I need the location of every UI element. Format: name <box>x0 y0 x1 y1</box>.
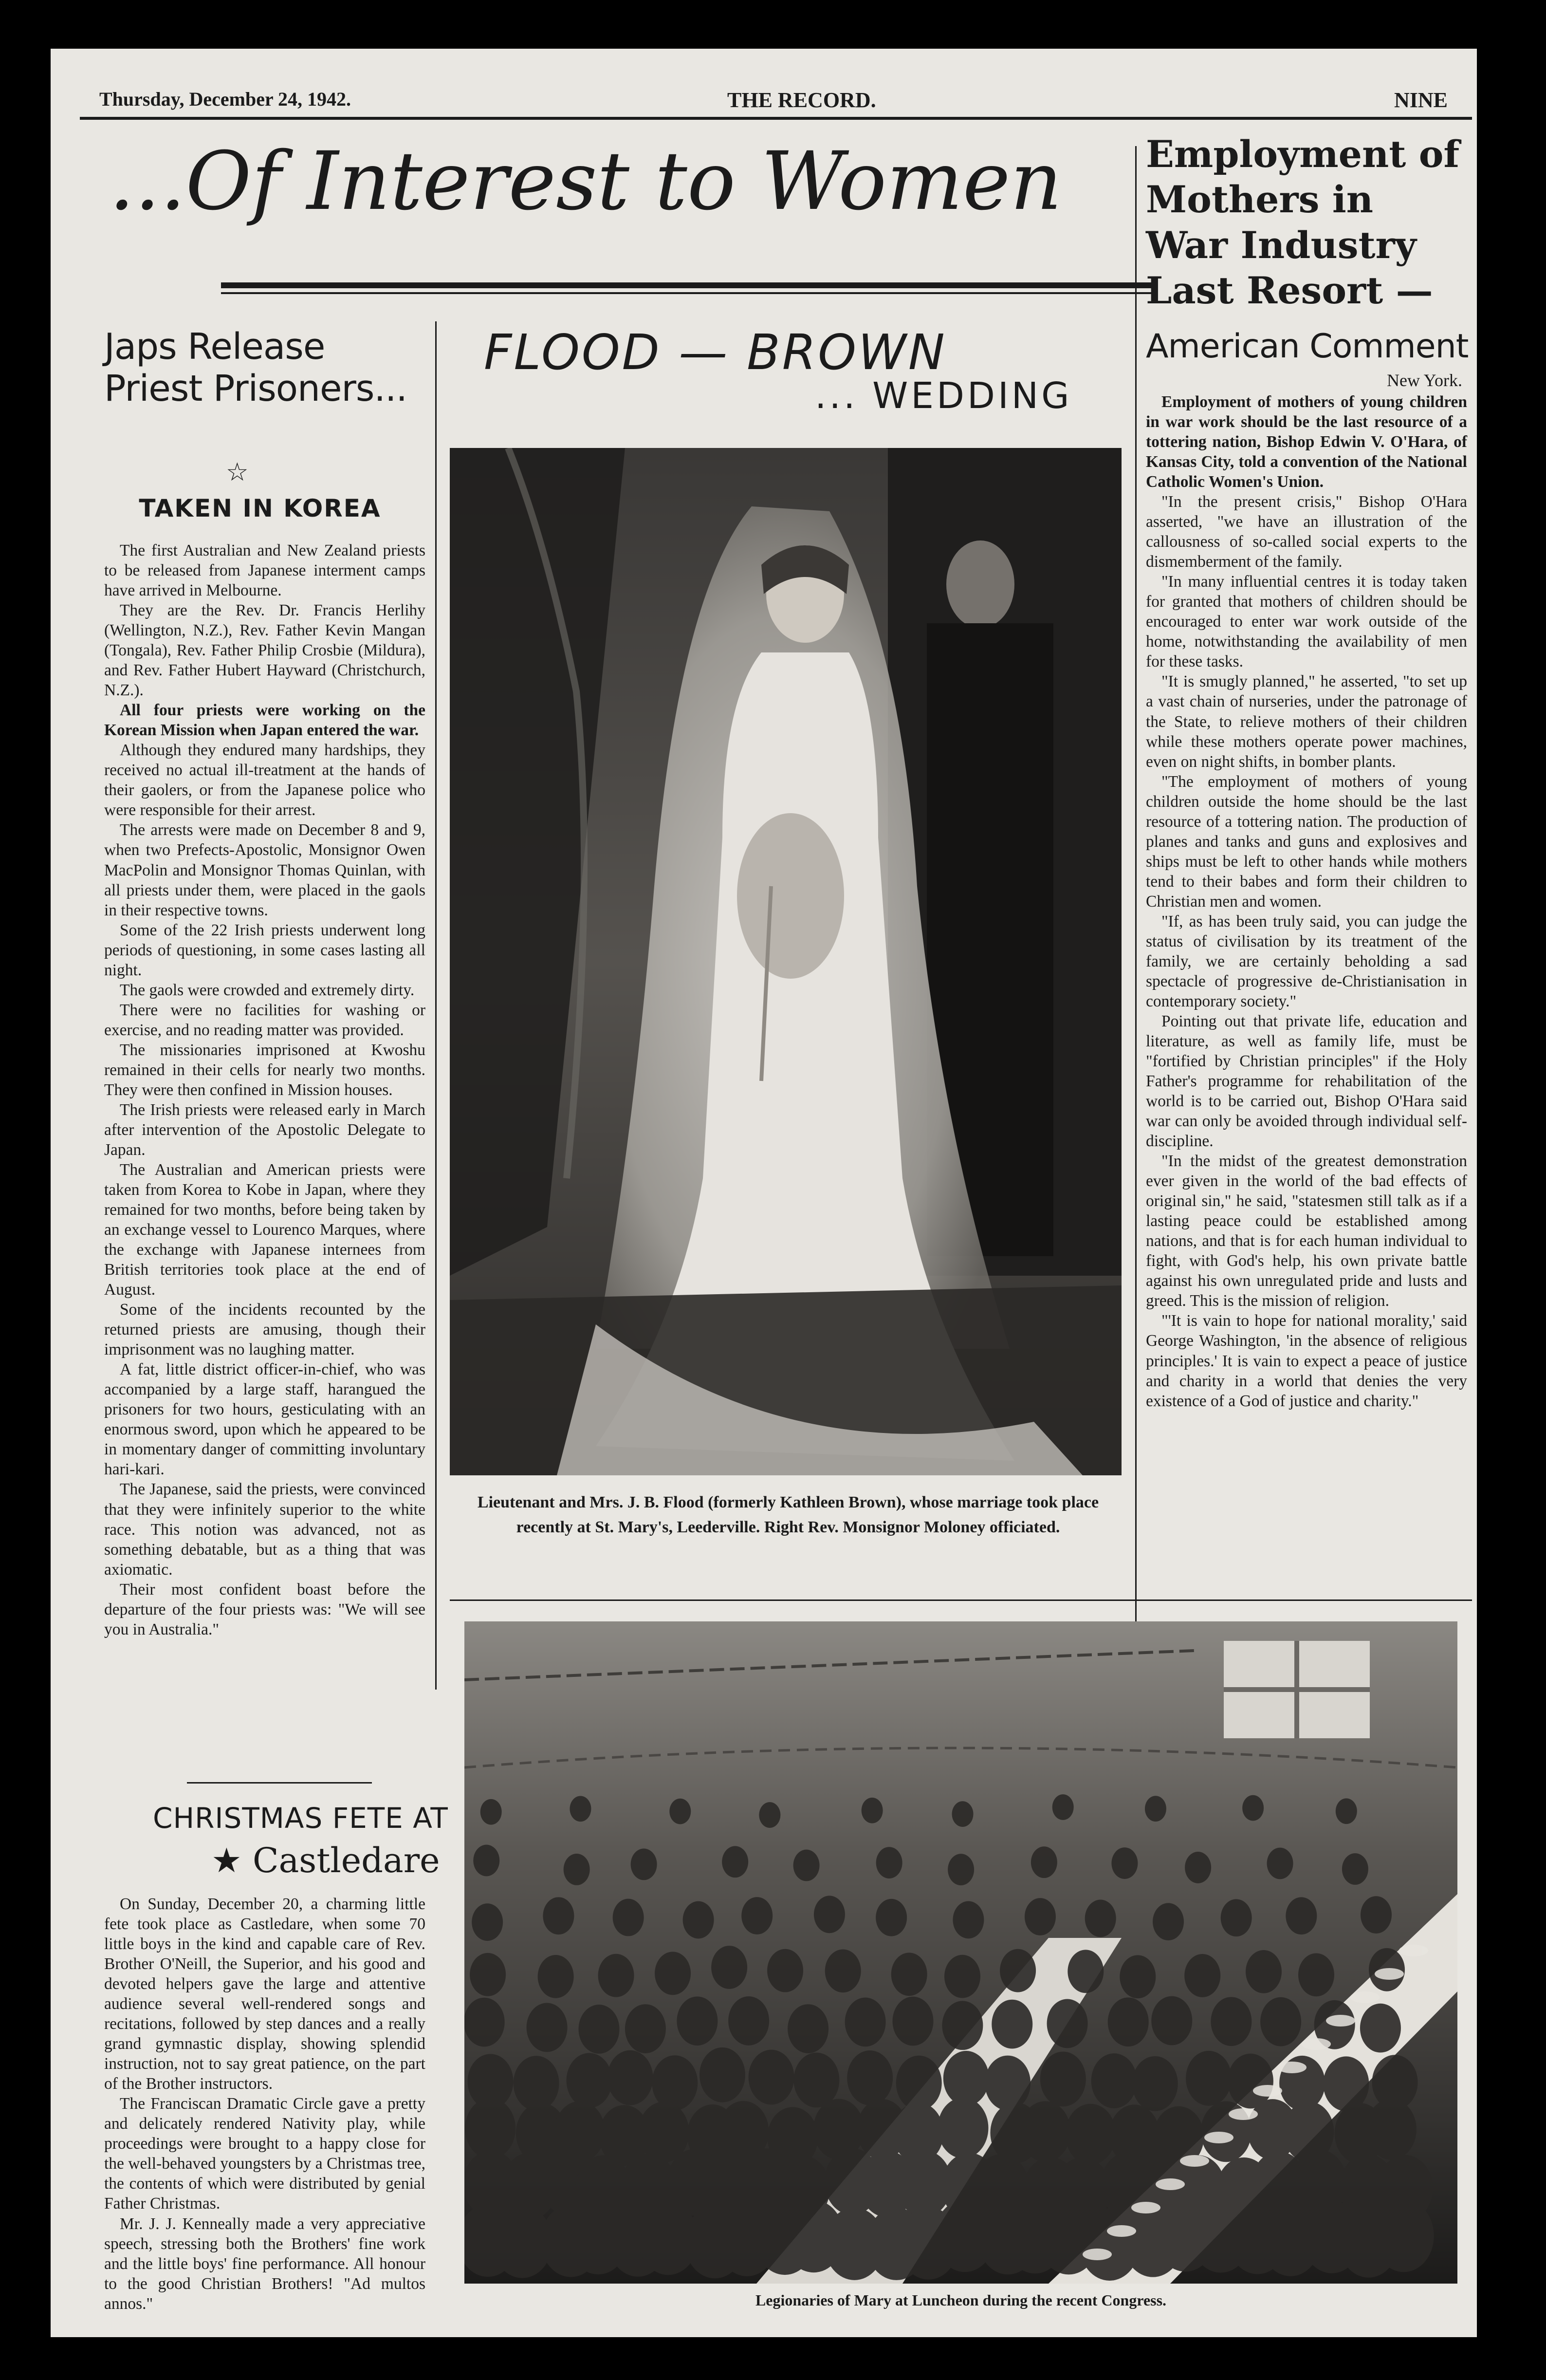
crowd-figure <box>793 2053 839 2108</box>
table-plate <box>1277 2062 1307 2073</box>
crowd-figure <box>1111 1847 1138 1879</box>
masthead-rule-thick <box>221 282 1156 288</box>
crowd-figure <box>896 2056 942 2111</box>
crowd-figure <box>1360 2004 1401 2053</box>
crowd-figure <box>1120 1955 1156 1998</box>
masthead-rule-thin <box>221 292 1156 294</box>
crowd-figure <box>952 1801 974 1827</box>
table-plate <box>1107 2225 1136 2237</box>
crowd-figure <box>943 2051 989 2106</box>
luncheon-caption: Legionaries of Mary at Luncheon during the recent Congress. <box>755 2291 1167 2309</box>
dateline: New York. <box>1386 371 1462 390</box>
wedding-subtitle: ... WEDDING <box>815 375 1072 417</box>
left-headline <box>104 326 416 410</box>
story-paragraph: There were no facilities for washing or exercise, and no reading matter was provided. <box>104 1001 425 1039</box>
story-paragraph: The missionaries imprisoned at Kwoshu remained in their cells for nearly two months. They were then confined in Mission houses. <box>104 1041 425 1099</box>
crowd-figure <box>767 1949 803 1992</box>
story-paragraph: Employment of mothers of young children in war work should be the last resource of a tottering nation, Bishop Edwin V. O'Hara, of Kansas City, told a convention of the National Catholic Women's Union. <box>1146 393 1467 491</box>
crowd-figure <box>514 2056 559 2111</box>
crowd-figure <box>1267 1848 1293 1879</box>
crowd-figure <box>722 1846 748 1878</box>
crowd-figure <box>788 2004 828 2053</box>
crowd-figure <box>1145 1796 1166 1822</box>
table-plate <box>1326 2015 1355 2027</box>
crowd-figure <box>938 2098 988 2158</box>
crowd-figure <box>948 1854 974 1885</box>
column-rule-left <box>435 321 437 1690</box>
story-paragraph: The Japanese, said the priests, were convinced that they were infinitely superior to the white race. This notion was advanced, not as something debatable, but as a thing that was axiomatic. <box>104 1480 425 1579</box>
crowd-figure <box>1361 1896 1392 1934</box>
crowd-figure <box>1052 1794 1074 1820</box>
table-plate <box>1229 2108 1258 2120</box>
crowd-figure <box>953 1901 984 1939</box>
crowd-figure <box>564 1854 590 1885</box>
story-paragraph: "The employment of mothers of young children outside the home should be the last resource of a tottering nation. The production of planes and tanks and guns and explosives and ships must be left to other hands while mothers tend to their babes and form their children to Christian men and women. <box>1146 772 1467 911</box>
crowd-figure <box>1184 1954 1220 1997</box>
crowd-figure <box>465 2098 515 2159</box>
table-plate <box>1156 2178 1185 2190</box>
crowd-figure <box>1000 1949 1036 1992</box>
issue-date: Thursday, December 24, 1942. <box>99 88 351 110</box>
crowd-figure <box>711 1946 747 1989</box>
story-paragraph: Mr. J. J. Kenneally made a very appreciative speech, stressing both the Brothers' fine work and the little boys' fine performance. All honour to the good Christian Brothers! "Ad multos annos." <box>104 2214 425 2313</box>
crowd-figure <box>825 1949 861 1992</box>
crowd-figure <box>464 1998 505 2047</box>
story-paragraph: The Irish priests were released early in March after intervention of the Apostolic Delegate to Japan. <box>104 1100 425 1159</box>
crowd-figure <box>992 2000 1032 2049</box>
crowd-figure <box>1153 1903 1184 1940</box>
story-paragraph: A fat, little district officer-in-chief, who was accompanied by a large staff, harangued the prisoners for two hours, gesticulating with an enormous sword, upon which he appeared to be in momentary danger of committing involuntary hari-kari. <box>104 1360 425 1479</box>
crowd-figure <box>538 1955 574 1998</box>
left-headline-line-2: Priest Prisoners... <box>104 367 407 409</box>
crowd-figure <box>1065 2104 1116 2165</box>
crowd-figure <box>1091 2053 1137 2108</box>
story-paragraph: Pointing out that private life, education and literature, as well as family life, must be "fortified by Christian principles" if the Holy Father's programme for rehabilitation of the world is to be carried out, Bishop O'Hara said war can only be avoided through individual self-discipline. <box>1146 1012 1467 1151</box>
crowd-figure <box>677 1996 718 2045</box>
crowd-figure <box>1336 1798 1357 1824</box>
crowd-figure <box>728 1996 769 2045</box>
column-rule-right <box>1135 146 1137 1636</box>
crowd-figure <box>1020 2101 1070 2162</box>
story-paragraph: The first Australian and New Zealand priests to be released from Japanese interment camps have arrived in Melbourne. <box>104 541 425 600</box>
story-paragraph: "If, as has been truly said, you can judge the status of civilisation by its treatment of the family, we are certainly beholding a sad spectacle of progressive de-Christianisation in contemporary society." <box>1146 912 1467 1010</box>
crowd-figure <box>578 2005 619 2054</box>
crowd-figure <box>1040 2052 1086 2107</box>
crowd-figure <box>1286 1897 1317 1934</box>
table-plate <box>1253 2085 1282 2097</box>
story-paragraph: "In the midst of the greatest demonstration ever given in the world of the bad effects of original sin," he said, "statesmen still talk as if a lasting peace could be established among nations, and that is for each human individual to fight, with God's help, his own private battle against his own unregulated pride and lusts and greed. This is the mission of religion. <box>1146 1152 1467 1310</box>
crowd-figure <box>876 1899 907 1936</box>
header-rule <box>80 117 1472 120</box>
newspaper-page <box>51 49 1477 2337</box>
table-plate <box>1302 2038 1331 2050</box>
story-paragraph: The gaols were crowded and extremely dirty. <box>120 981 415 999</box>
crowd-figure <box>1366 2099 1417 2160</box>
paper-name: THE RECORD. <box>727 88 876 112</box>
story-paragraph: The arrests were made on December 8 and 9, when two Prefects-Apostolic, Monsignor Owen MacPolin and Monsignor Thomas Quinlan, with all priests under them, were placed in the gaols in their respective towns. <box>104 821 425 919</box>
story-paragraph: "'It is vain to hope for national morality,' said George Washington, 'in the absence of religious principles.' It is vain to expect a peace of justice and charity in a world that denies the very existence of a God of justice and charity." <box>1146 1312 1467 1410</box>
crowd-figure <box>607 2050 653 2105</box>
section-masthead: ...Of Interest to Women <box>109 134 1062 228</box>
story-paragraph: The Franciscan Dramatic Circle gave a pretty and delicately rendered Nativity play, while proceedings were brought to a happy close for the well-behaved youngsters by a Christmas tree, the contents of which were distributed by genial Father Christmas. <box>104 2095 425 2213</box>
crowd-figure <box>1246 1950 1282 1993</box>
story-paragraph: "In the present crisis," Bishop O'Hara asserted, "we have an illustration of the callousness of so-called social experts to the dismemberment of the family. <box>1146 493 1467 571</box>
crowd-figure <box>1185 1852 1211 1883</box>
crowd-figure <box>1151 1996 1192 2045</box>
table-plate <box>1375 1968 1404 1980</box>
left-headline-line-1: Japs Release <box>104 326 325 368</box>
table-plate <box>1399 1945 1428 1956</box>
crowd-figure <box>741 1897 773 1934</box>
story-paragraph: They are the Rev. Dr. Francis Herlihy (Wellington, N.Z.), Rev. Father Kevin Mangan (Tongala), Rev. Father Philip Crosbie (Mildura), and Rev. Father Hubert Hayward (Christchurch, N.Z.). <box>104 601 425 700</box>
wedding-title: FLOOD — BROWN <box>484 324 947 381</box>
crowd-figure <box>631 1848 657 1880</box>
table-plate <box>1180 2155 1209 2167</box>
crowd-figure <box>1031 1846 1057 1878</box>
crowd-figure <box>814 1896 845 1933</box>
right-story-body <box>1146 392 1467 1411</box>
table-plate <box>1204 2132 1233 2143</box>
crowd-figure <box>598 1954 634 1997</box>
right-subhead: American Comment <box>1146 327 1469 366</box>
crowd-figure <box>985 2056 1031 2111</box>
story-paragraph: "In many influential centres it is today taken for granted that mothers of children should be encouraged to enter war work outside of the home, notwithstanding the availability of men for these tasks. <box>1146 573 1467 671</box>
crowd-figure <box>891 1952 927 1996</box>
crowd-figure <box>749 2050 794 2105</box>
crowd-figure <box>683 1901 714 1939</box>
table-plate <box>1131 2202 1160 2213</box>
crowd-figure <box>862 1798 883 1823</box>
castledare-headline: ★ Castledare <box>211 1841 440 1880</box>
crowd-figure <box>1085 1900 1116 1937</box>
story-separator <box>187 1782 372 1784</box>
table-plate <box>1083 2249 1112 2260</box>
crowd-figure <box>1025 1898 1056 1935</box>
crowd-figure <box>470 1953 506 1996</box>
crowd-figure <box>699 2047 745 2102</box>
christmas-story-body <box>104 1894 425 2314</box>
crowd-figure <box>1047 1999 1088 2048</box>
crowd-figure <box>793 1850 820 1881</box>
crowd-figure <box>759 1802 780 1828</box>
story-paragraph: "It is smugly planned," he asserted, "to set up a vast chain of nurseries, under the patronage of the State, to relieve mothers of their children while these mothers operate power machines, even on night shifts, in bomber plants. <box>1146 672 1467 771</box>
crowd-figure <box>543 1897 574 1934</box>
crowd-figure <box>669 1799 691 1824</box>
crowd-figure <box>570 1796 591 1822</box>
crowd-figure <box>480 1799 502 1825</box>
crowd-figure <box>613 1899 644 1936</box>
story-paragraph: Although they endured many hardships, they received no actual ill-treatment at the hands of their gaolers, or from the Japanese police who were responsible for their arrest. <box>104 741 425 819</box>
crowd-figure <box>1260 1997 1301 2046</box>
crowd-figure <box>1067 1950 1104 1993</box>
crowd-figure <box>847 2050 893 2105</box>
crowd-figure <box>1298 1953 1334 1996</box>
crowd-figure <box>625 2004 666 2053</box>
left-kicker: TAKEN IN KOREA <box>139 494 381 522</box>
crowd-figure <box>845 1998 886 2047</box>
story-paragraph: Their most confident boast before the departure of the four priests was: "We will see you in Australia." <box>104 1580 425 1638</box>
story-paragraph: Some of the incidents recounted by the returned priests are amusing, though their imprisonment was no laughing matter. <box>104 1301 425 1359</box>
page-number: NINE <box>1394 88 1448 112</box>
star-icon: ☆ <box>226 458 249 487</box>
crowd-figure <box>1108 1997 1149 2046</box>
crowd-figure <box>876 1847 902 1878</box>
crowd-figure <box>1342 1853 1368 1885</box>
story-paragraph: All four priests were working on the Korean Mission when Japan entered the war. <box>104 701 425 740</box>
crowd-figure <box>892 1997 933 2046</box>
crowd-figure <box>1374 2199 1434 2272</box>
right-headline: Employment of Mothers in War Industry Last Resort — <box>1146 132 1460 313</box>
christmas-headline: CHRISTMAS FETE AT <box>153 1802 448 1835</box>
wedding-photo <box>450 448 1122 1475</box>
section-rule <box>450 1599 1472 1601</box>
crowd-figure <box>1221 1899 1252 1936</box>
crowd-figure <box>655 1952 691 1995</box>
crowd-figure <box>1186 2051 1232 2106</box>
crowd-figure <box>1211 1997 1252 2046</box>
wedding-caption: Lieutenant and Mrs. J. B. Flood (formerly Kathleen Brown), whose marriage took place recently at St. Mary's, Leederville. Right Rev. Monsignor Moloney officiated. <box>477 1493 1099 1536</box>
luncheon-photo <box>464 1621 1457 2284</box>
left-story-body <box>104 540 425 1639</box>
crowd-figure <box>652 2055 698 2110</box>
story-paragraph: The Australian and American priests were taken from Korea to Kobe in Japan, where they remained for two months, before being taken by an exchange vessel to Lourenco Marques, where the exchange with Japanese internees from British territories took place at the end of August. <box>104 1160 425 1299</box>
table-plate <box>1350 1991 1380 2003</box>
crowd-figure <box>473 1845 499 1877</box>
crowd-figure <box>527 2003 568 2052</box>
crowd-figure <box>942 2001 983 2050</box>
crowd-figure <box>1132 2056 1178 2111</box>
crowd-figure <box>1242 1795 1264 1821</box>
crowd-figure <box>472 1903 503 1941</box>
crowd-figure <box>944 1955 980 1998</box>
crowd-figure <box>567 2053 612 2108</box>
story-paragraph: On Sunday, December 20, a charming little fete took place as Castledare, when some 70 little boys in the kind and capable care of Rev. Brother O'Neill, the Superior, and his good and devoted helpers gave the large and attentive audience several well-rendered songs and recitations, followed by step dances and a really grand gymnastic display, showing splendid instruction, not to say great patience, on the part of the Brother instructors. <box>104 1895 425 2093</box>
story-paragraph: Some of the 22 Irish priests underwent long periods of questioning, in some cases lasting all night. <box>104 921 425 979</box>
